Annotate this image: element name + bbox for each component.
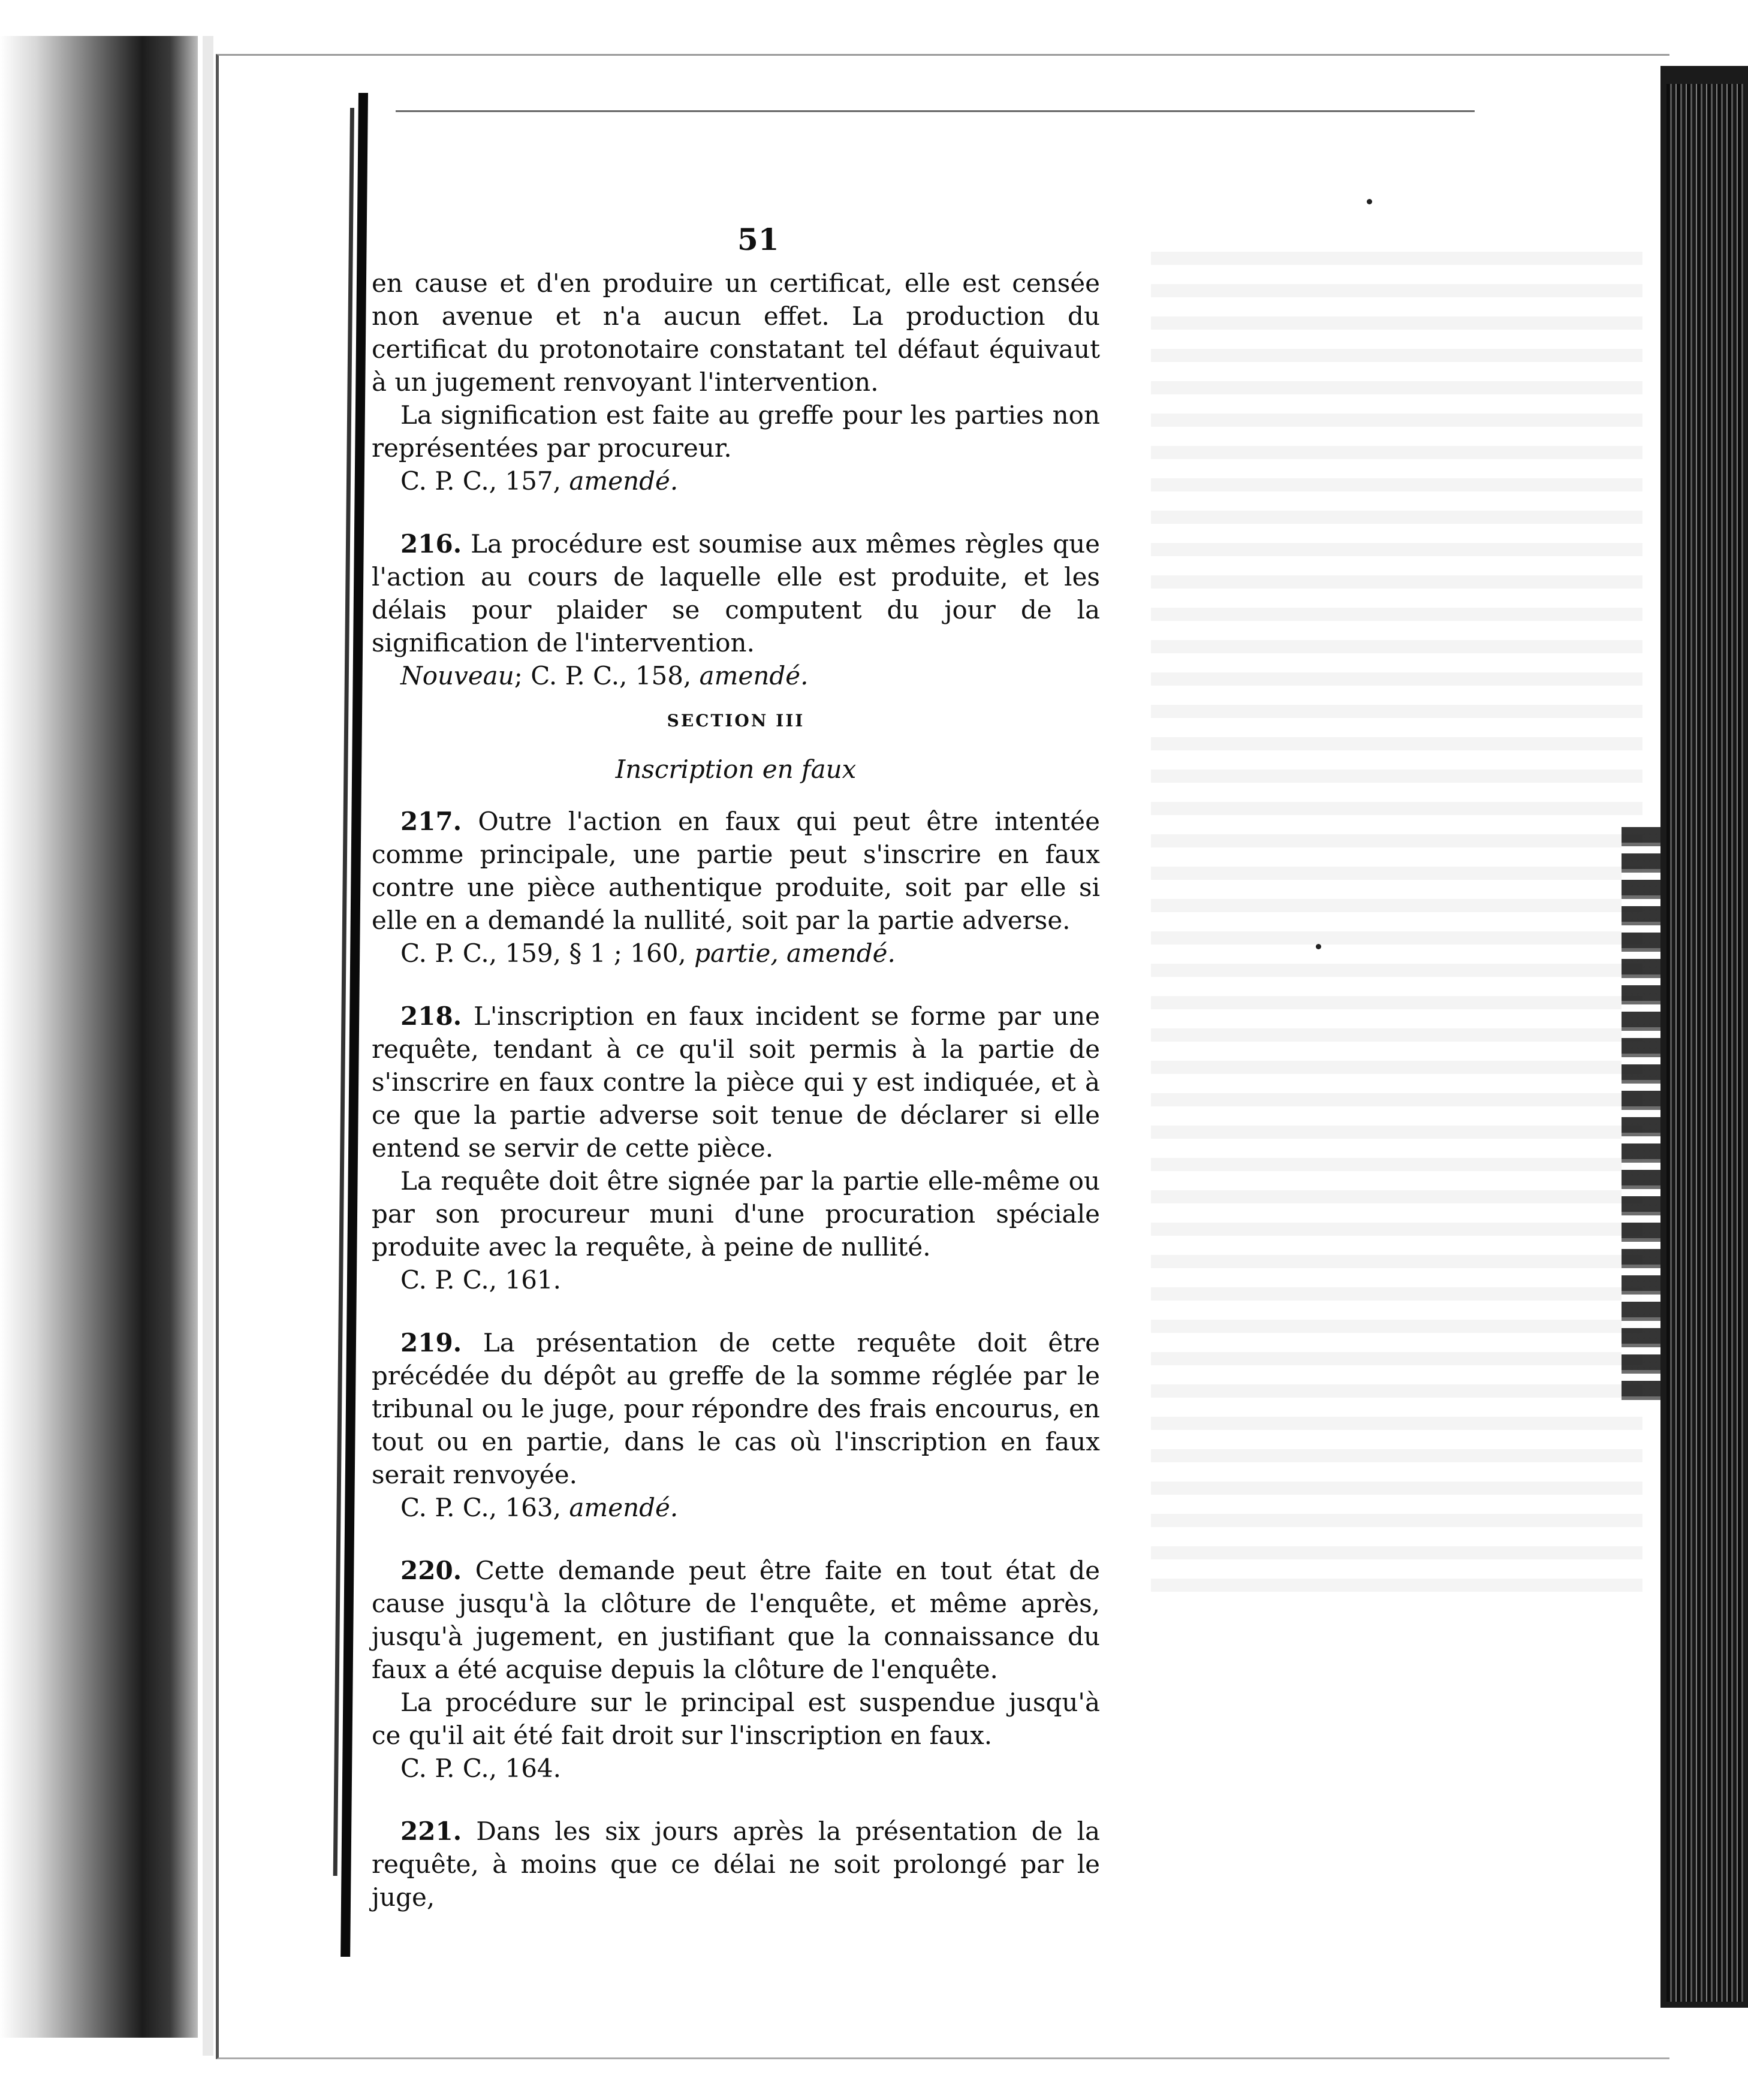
paragraph-text: La procédure sur le principal est suspendue jusqu'à ce qu'il ait été fait droit sur l'inscription en faux. (372, 1688, 1100, 1750)
code-reference (372, 659, 1100, 692)
paragraph-gap (372, 970, 1100, 1000)
reference-text: C. P. C., 161. (400, 1265, 561, 1295)
article-number: 216. (400, 529, 462, 559)
text-paragraph (372, 1164, 1100, 1263)
article-number: 219. (400, 1328, 462, 1357)
reference-note: amendé. (569, 466, 679, 496)
section-heading: SECTION III (667, 711, 805, 731)
paragraph-text: La requête doit être signée par la partie elle-même ou par son procureur muni d'une procuration spéciale produite avec la requête, à peine de nullité. (372, 1166, 1100, 1262)
article-paragraph (372, 1554, 1100, 1686)
speck (1316, 944, 1321, 949)
left-page-edge (203, 36, 213, 2056)
page-body (372, 267, 1100, 1914)
article-paragraph (372, 1326, 1100, 1491)
right-page-edges (1666, 84, 1744, 2002)
reference-note: Nouveau (400, 661, 514, 690)
article-paragraph (372, 527, 1100, 659)
paragraph-text: L'inscription en faux incident se forme par une requête, tendant à ce qu'il soit permis à la partie de s'inscrire en faux contre la pièce qui y est indiquée, et à ce que la partie adverse soit tenue de déclarer si elle entend se servir de cette pièce. (372, 1001, 1100, 1163)
article-paragraph (372, 1815, 1100, 1914)
text-paragraph (372, 267, 1100, 399)
article-number: 220. (400, 1556, 462, 1585)
reference-text: C. P. C., 164. (400, 1754, 561, 1783)
paragraph-text: Cette demande peut être faite en tout état de cause jusqu'à la clôture de l'enquête, et même après, jusqu'à jugement, en justifiant que la connaissance du faux a été acquise depuis la clôture de l'enquête. (372, 1556, 1100, 1684)
code-reference (372, 1491, 1100, 1524)
code-reference (372, 1263, 1100, 1296)
reference-note: amendé. (699, 661, 809, 690)
text-paragraph (372, 399, 1100, 464)
article-number: 217. (400, 807, 462, 836)
paragraph-text: en cause et d'en produire un certificat, elle est censée non avenue et n'a aucun effet. La production du certificat du protonotaire constatant tel défaut équivaut à un jugement renvoyant l'intervention. (372, 268, 1100, 397)
reference-text: C. P. C., 159, § 1 ; 160, (400, 939, 686, 968)
paragraph-gap (372, 1785, 1100, 1815)
article-number: 221. (400, 1817, 462, 1846)
reference-note: amendé. (569, 1493, 679, 1522)
article-paragraph (372, 805, 1100, 937)
article-paragraph (372, 1000, 1100, 1164)
reference-note: partie, amendé. (694, 939, 896, 968)
bleed-through-text (1151, 252, 1642, 1594)
code-reference (372, 937, 1100, 970)
paragraph-gap (372, 497, 1100, 527)
code-reference (372, 1752, 1100, 1785)
paragraph-text: La signification est faite au greffe pour les parties non représentées par procureur. (372, 400, 1100, 463)
left-page-scan-shadow (0, 36, 198, 2038)
page-number: 51 (737, 222, 779, 257)
reference-text: C. P. C., 157, (400, 466, 561, 496)
paragraph-text: Dans les six jours après la présentation de la requête, à moins que ce délai ne soit prolongé par le juge, (372, 1817, 1100, 1912)
reference-text: ; C. P. C., 158, (514, 661, 692, 690)
reference-text: C. P. C., 163, (400, 1493, 561, 1522)
section-header (372, 704, 1100, 786)
article-number: 218. (400, 1001, 462, 1031)
paragraph-text: Outre l'action en faux qui peut être intentée comme principale, une partie peut s'inscrire en faux contre une pièce authentique produite, soit par elle si elle en a demandé la nullité, soit par la partie adverse. (372, 807, 1100, 935)
speck (1367, 199, 1372, 204)
code-reference (372, 464, 1100, 497)
section-title: Inscription en faux (615, 755, 857, 784)
paragraph-gap (372, 1524, 1100, 1554)
text-paragraph (372, 1686, 1100, 1752)
paragraph-text: La procédure est soumise aux mêmes règles que l'action au cours de laquelle elle est produite, et les délais pour plaider se computent du jour de la signification de l'intervention. (372, 529, 1100, 657)
page-top-rule (396, 110, 1475, 112)
paragraph-text: La présentation de cette requête doit être précédée du dépôt au greffe de la somme réglée par le tribunal ou le juge, pour répondre des frais encourus, en tout ou en partie, dans le cas où l'inscription en faux serait renvoyée. (372, 1328, 1100, 1489)
paragraph-gap (372, 1296, 1100, 1326)
